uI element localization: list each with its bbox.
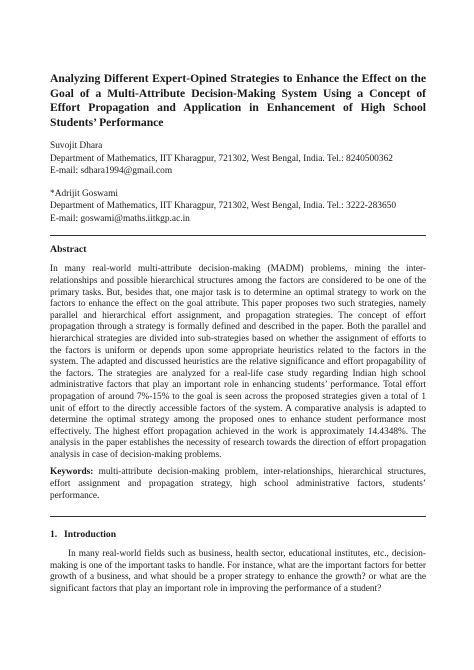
- divider-bottom: [50, 516, 426, 517]
- abstract-heading: Abstract: [50, 244, 87, 256]
- keywords-label: Keywords:: [50, 467, 94, 478]
- section-title: Introduction: [64, 529, 117, 541]
- author-email: E-mail: sdhara1994@gmail.com: [50, 166, 173, 177]
- author-email: E-mail: goswami@maths.iitkgp.ac.in: [50, 213, 190, 224]
- author-name: Suvojit Dhara: [50, 141, 103, 152]
- introduction-text: In many real-world fields such as business, health sector, educational institutes, etc., decision-making is one of the important tasks to handle. For instance, what are the important factors for better growth of a business, and what should be a proper strategy to enhance the growth? or what are the significant factors that play an important role in improving the performance of a student?: [50, 549, 426, 595]
- divider-top: [50, 235, 426, 236]
- author-affiliation: Department of Mathematics, IIT Kharagpur, 721302, West Bengal, India. Tel.: 8240500362: [50, 153, 393, 164]
- keywords-paragraph: [50, 467, 426, 502]
- paper-page: [50, 72, 426, 596]
- section-heading: [50, 529, 426, 541]
- paper-title: Analyzing Different Expert-Opined Strategies to Enhance the Effect on the Goal of a Multi-Attribute Decision-Making System Using a Concept of Effort Propagation and Application in Enhancement of High School Students’ Performance: [50, 72, 426, 129]
- abstract-text: In many real-world multi-attribute decision-making (MADM) problems, mining the inter-relationships and possible hierarchical structures among the factors are considered to be one of the primary tasks. But, besides that, one major task is to determine an optimal strategy to work on the factors to enhance the effect on the goal attribute. This paper proposes two such strategies, namely parallel and hierarchical effort assignment, and propagation strategies. The concept of effort propagation through a strategy is formally defined and described in the paper. Both the parallel and hierarchical strategies are divided into sub-strategies based on whether the assignment of efforts to the factors is uniform or depends upon some appropriate heuristics related to the factors in the system. The adapted and discussed heuristics are the relative significance and effort propagability of the factors. The strategies are analyzed for a real-life case study regarding Indian high school administrative factors that play an important role in enhancing students’ performance. Total effort propagation of around 7%-15% to the goal is seen across the proposed strategies given a total of 1 unit of effort to the directly accessible factors of the system. A comparative analysis is adapted to determine the optimal strategy among the proposed ones to enhance student performance most effectively. The highest effort propagation achieved in the work is approximately 14.4348%. The analysis in the paper establishes the necessity of research towards the direction of effort propagation analysis in case of decision-making problems.: [50, 264, 426, 460]
- keywords-text: multi-attribute decision-making problem, inter-relationships, hierarchical structures, effort assignment and propagation strategy, high school administrative factors, students’ performance.: [50, 467, 426, 501]
- section-number: 1.: [50, 529, 58, 541]
- author-name: *Adrijit Goswami: [50, 188, 118, 199]
- author-block-1: [50, 140, 426, 178]
- author-block-2: [50, 188, 426, 226]
- author-affiliation: Department of Mathematics, IIT Kharagpur, 721302, West Bengal, India. Tel.: 3222-283650: [50, 201, 397, 212]
